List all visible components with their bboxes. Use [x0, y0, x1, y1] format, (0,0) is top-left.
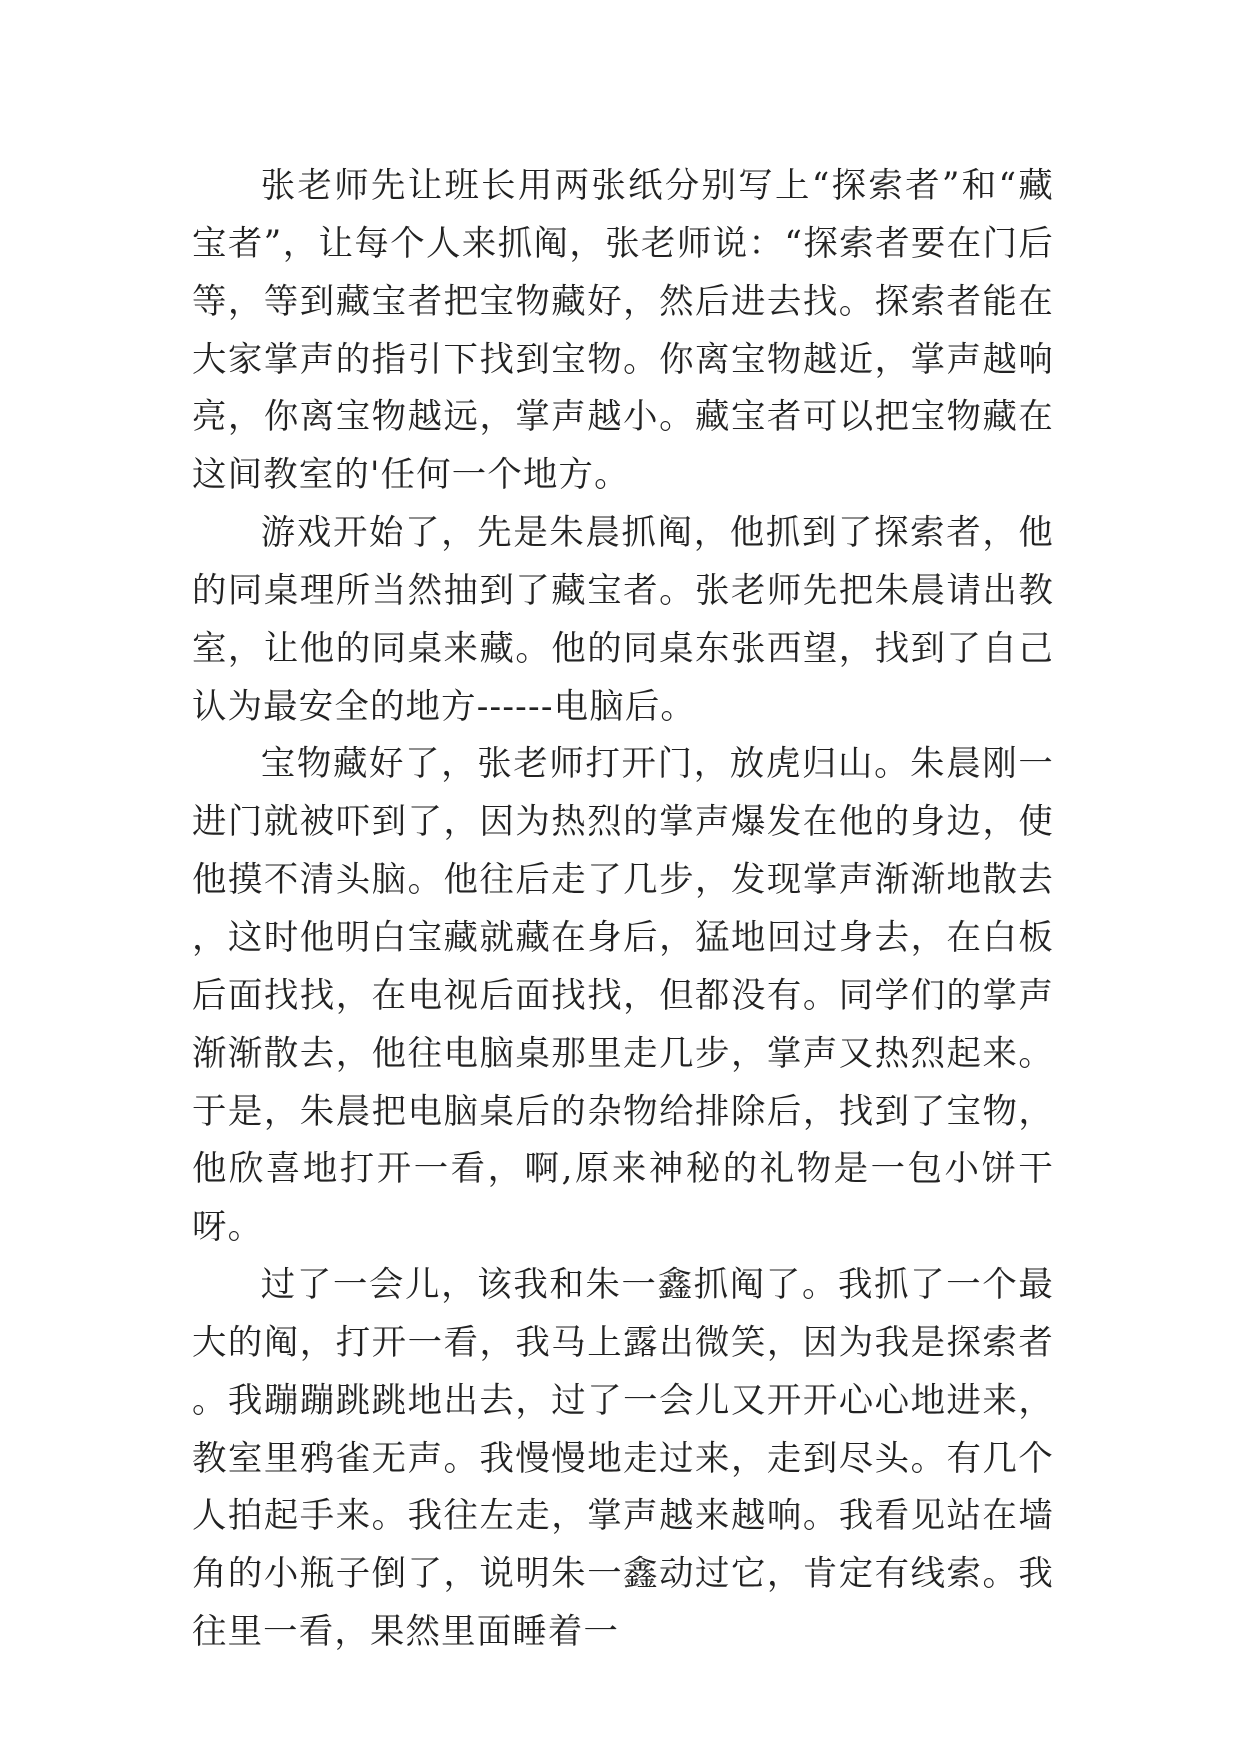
paragraph-4: 过了一会儿，该我和朱一鑫抓阄了。我抓了一个最大的阄，打开一看，我马上露出微笑，因为我是探索者。我蹦蹦跳跳地出去，过了一会儿又开开心心地进来，教室里鸦雀无声。我慢慢地走过来，走到尽头。有几个人拍起手来。我往左走，掌声越来越响。我看见站在墙角的小瓶子倒了，说明朱一鑫动过它，肯定有线索。我往里一看，果然里面睡着一	[192, 1265, 1054, 1653]
document-body	[192, 158, 1054, 1662]
paragraph-2: 游戏开始了，先是朱晨抓阄，他抓到了探索者，他的同桌理所当然抽到了藏宝者。张老师先把朱晨请出教室，让他的同桌来藏。他的同桌东张西望，找到了自己认为最安全的地方------电脑后。	[192, 513, 1054, 727]
paragraph-3: 宝物藏好了，张老师打开门，放虎归山。朱晨刚一进门就被吓到了，因为热烈的掌声爆发在他的身边，使他摸不清头脑。他往后走了几步，发现掌声渐渐地散去，这时他明白宝藏就藏在身后，猛地回过身去，在白板后面找找，在电视后面找找，但都没有。同学们的掌声渐渐散去，他往电脑桌那里走几步，掌声又热烈起来。于是，朱晨把电脑桌后的杂物给排除后，找到了宝物，他欣喜地打开一看，啊,原来神秘的礼物是一包小饼干呀。	[192, 744, 1054, 1248]
paragraph-1: 张老师先让班长用两张纸分别写上“探索者”和“藏宝者”，让每个人来抓阄，张老师说：“探索者要在门后等，等到藏宝者把宝物藏好，然后进去找。探索者能在大家掌声的指引下找到宝物。你离宝物越近，掌声越响亮，你离宝物越远，掌声越小。藏宝者可以把宝物藏在这间教室的'任何一个地方。	[192, 166, 1054, 496]
